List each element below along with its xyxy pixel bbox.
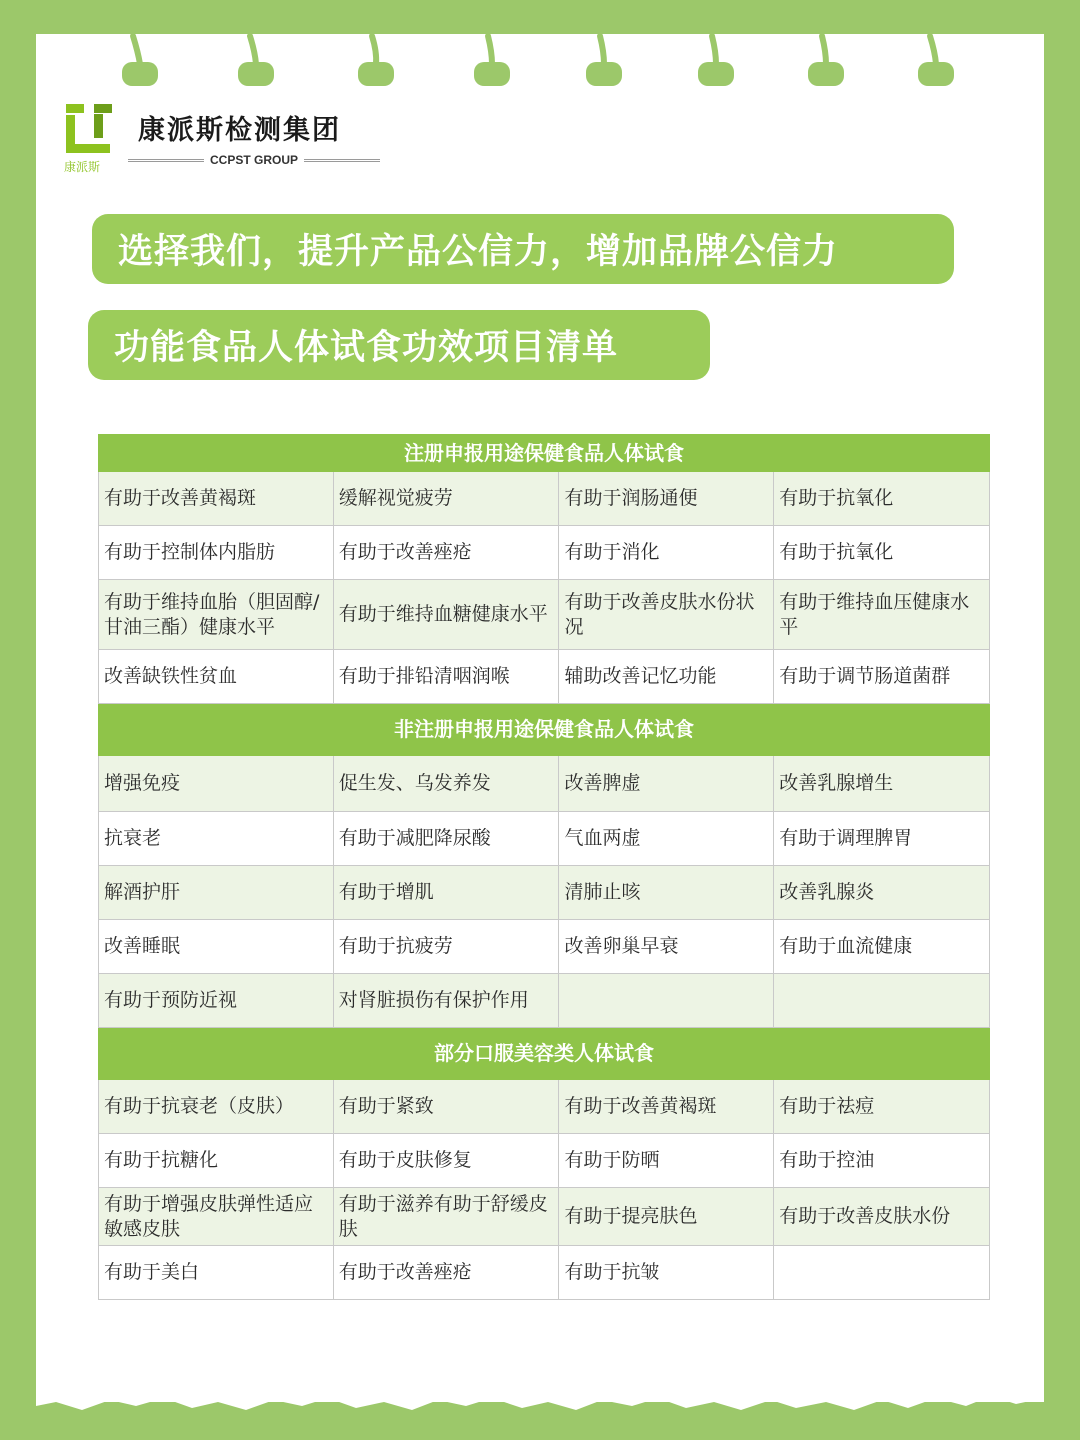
table-cell: 解酒护肝: [99, 866, 334, 920]
brand-english: CCPST GROUP: [210, 153, 299, 167]
table-cell: 有助于控制体内脂肪: [99, 526, 334, 580]
table-row: [99, 1134, 990, 1188]
table-cell: 有助于改善皮肤水份: [774, 1188, 990, 1246]
table-cell: 有助于维持血胎（胆固醇/甘油三酯）健康水平: [99, 580, 334, 650]
table-cell: 缓解视觉疲劳: [333, 472, 559, 526]
table-cell: 有助于消化: [559, 526, 774, 580]
table-row: [99, 756, 990, 812]
table-cell: 改善乳腺增生: [774, 756, 990, 812]
table-cell: 有助于增强皮肤弹性适应敏感皮肤: [99, 1188, 334, 1246]
table-cell: 有助于紧致: [333, 1080, 559, 1134]
table-cell: 改善睡眠: [99, 920, 334, 974]
table-cell: 有助于抗衰老（皮肤）: [99, 1080, 334, 1134]
table-cell: 增强免疫: [99, 756, 334, 812]
table-row: [99, 526, 990, 580]
table-cell: 有助于美白: [99, 1246, 334, 1300]
table-cell: 有助于滋养有助于舒缓皮肤: [333, 1188, 559, 1246]
table-cell: 有助于排铅清咽润喉: [333, 650, 559, 704]
table-body: [99, 435, 990, 1300]
table-row: [99, 472, 990, 526]
table-cell: 有助于调节肠道菌群: [774, 650, 990, 704]
table-row: [99, 1246, 990, 1300]
table-cell: 有助于抗糖化: [99, 1134, 334, 1188]
torn-edge: [36, 1380, 1044, 1420]
table-cell: 有助于改善皮肤水份状况: [559, 580, 774, 650]
table-cell: 气血两虚: [559, 812, 774, 866]
table-cell: 有助于维持血糖健康水平: [333, 580, 559, 650]
slogan-banner: 选择我们，提升产品公信力，增加品牌公信力: [92, 214, 954, 284]
table-row: [99, 866, 990, 920]
table-cell: 有助于调理脾胃: [774, 812, 990, 866]
project-list-table: [98, 434, 990, 1300]
table-cell: 有助于抗皱: [559, 1246, 774, 1300]
section-heading: 注册申报用途保健食品人体试食: [99, 435, 990, 472]
table-cell: 有助于预防近视: [99, 974, 334, 1028]
table-row: [99, 1080, 990, 1134]
divider: [304, 159, 380, 162]
table-cell: 有助于润肠通便: [559, 472, 774, 526]
table-cell: 有助于抗氧化: [774, 526, 990, 580]
section-header-row: [99, 1028, 990, 1080]
table-cell: 改善卵巢早衰: [559, 920, 774, 974]
table-cell: 有助于改善痤疮: [333, 1246, 559, 1300]
table-cell: 改善乳腺炎: [774, 866, 990, 920]
table-cell: 促生发、乌发养发: [333, 756, 559, 812]
brand-name: 康派斯检测集团: [138, 115, 341, 146]
table-row: [99, 812, 990, 866]
table-cell: 抗衰老: [99, 812, 334, 866]
table-cell: 有助于增肌: [333, 866, 559, 920]
table-row: [99, 1188, 990, 1246]
table-cell: [559, 974, 774, 1028]
table-cell: 改善缺铁性贫血: [99, 650, 334, 704]
table-cell: 有助于控油: [774, 1134, 990, 1188]
table-cell: 清肺止咳: [559, 866, 774, 920]
table-cell: 有助于祛痘: [774, 1080, 990, 1134]
table-cell: 辅助改善记忆功能: [559, 650, 774, 704]
table-cell: 有助于改善痤疮: [333, 526, 559, 580]
table-row: [99, 650, 990, 704]
table-cell: 有助于减肥降尿酸: [333, 812, 559, 866]
brand-english-row: [128, 150, 380, 170]
table-row: [99, 580, 990, 650]
table-cell: 有助于改善黄褐斑: [559, 1080, 774, 1134]
binder-rings: [0, 0, 1080, 110]
table-cell: 有助于抗氧化: [774, 472, 990, 526]
divider: [128, 159, 204, 162]
table-row: [99, 974, 990, 1028]
table-cell: 对肾脏损伤有保护作用: [333, 974, 559, 1028]
section-header-row: [99, 704, 990, 756]
table-cell: 有助于血流健康: [774, 920, 990, 974]
table-cell: 有助于提亮肤色: [559, 1188, 774, 1246]
table-cell: 有助于抗疲劳: [333, 920, 559, 974]
table-cell: [774, 1246, 990, 1300]
table-cell: [774, 974, 990, 1028]
table-cell: 有助于改善黄褐斑: [99, 472, 334, 526]
table-cell: 有助于维持血压健康水平: [774, 580, 990, 650]
logo-caption: 康派斯: [64, 160, 101, 174]
section-heading: 非注册申报用途保健食品人体试食: [99, 704, 990, 756]
table-cell: 有助于皮肤修复: [333, 1134, 559, 1188]
table-cell: 改善脾虚: [559, 756, 774, 812]
section-heading: 部分口服美容类人体试食: [99, 1028, 990, 1080]
table-row: [99, 920, 990, 974]
title-banner: 功能食品人体试食功效项目清单: [88, 310, 710, 380]
section-header-row: [99, 435, 990, 472]
table-cell: 有助于防晒: [559, 1134, 774, 1188]
